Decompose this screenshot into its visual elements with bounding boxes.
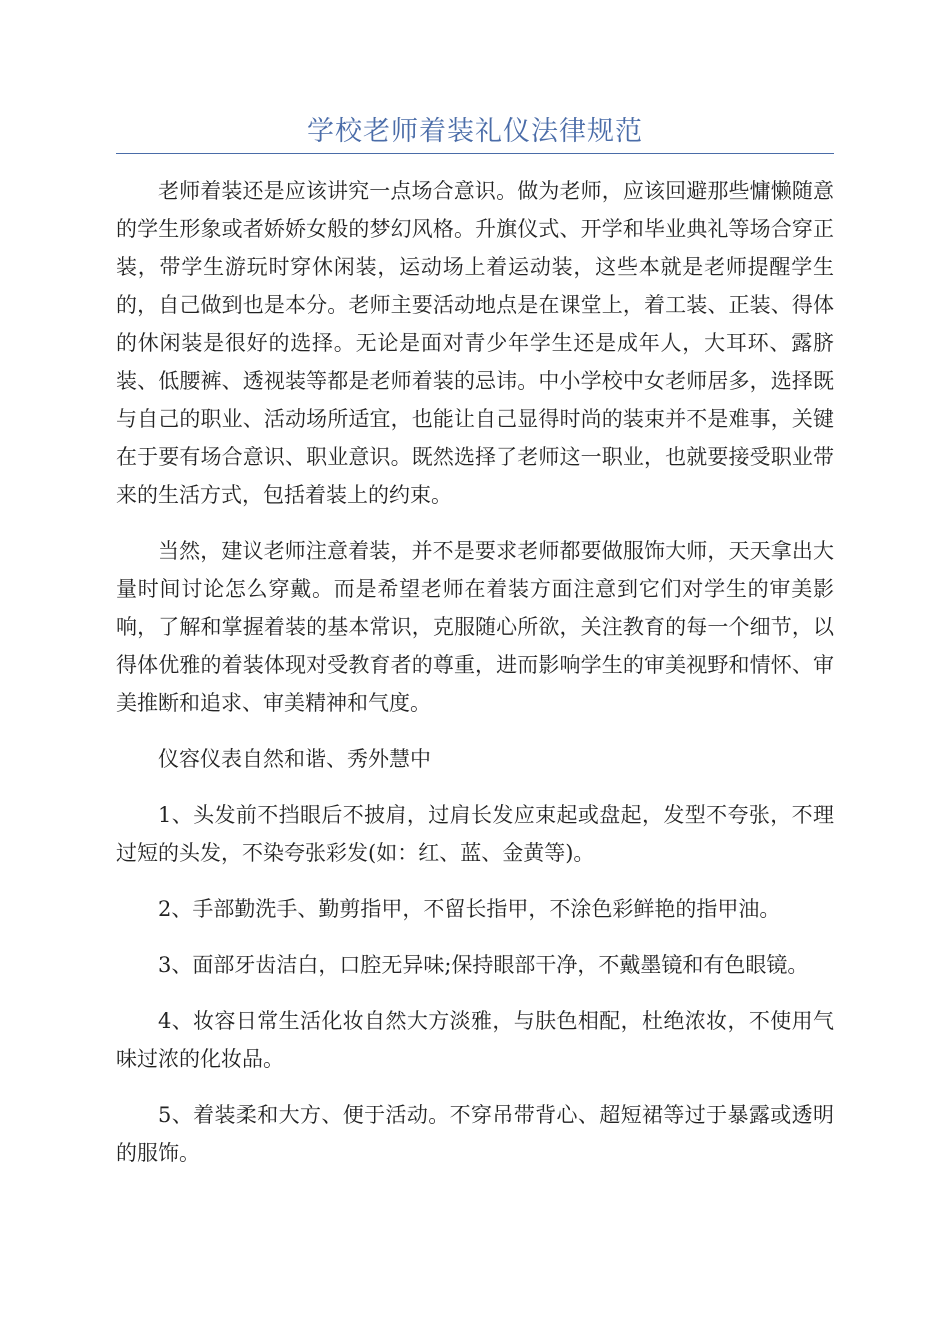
list-item: 3、面部牙齿洁白，口腔无异味;保持眼部干净，不戴墨镜和有色眼镜。 (158, 953, 809, 977)
document-body (116, 172, 834, 1190)
list-item: 2、手部勤洗手、勤剪指甲，不留长指甲，不涂色彩鲜艳的指甲油。 (158, 897, 781, 921)
list-item: 4、妆容日常生活化妆自然大方淡雅，与肤色相配，杜绝浓妆，不使用气味过浓的化妆品。 (116, 1009, 834, 1071)
list-item: 5、着装柔和大方、便于活动。不穿吊带背心、超短裙等过于暴露或透明的服饰。 (116, 1103, 834, 1165)
paragraph: 老师着装还是应该讲究一点场合意识。做为老师，应该回避那些慵懒随意的学生形象或者娇娇女般的梦幻风格。升旗仪式、开学和毕业典礼等场合穿正装，带学生游玩时穿休闲装，运动场上着运动装，这些本就是老师提醒学生的，自己做到也是本分。老师主要活动地点是在课堂上，着工装、正装、得体的休闲装是很好的选择。无论是面对青少年学生还是成年人，大耳环、露脐装、低腰裤、透视装等都是老师着装的忌讳。中小学校中女老师居多，选择既与自己的职业、活动场所适宜，也能让自己显得时尚的装束并不是难事，关键在于要有场合意识、职业意识。既然选择了老师这一职业，也就要接受职业带来的生活方式，包括着装上的约束。 (116, 179, 834, 507)
document-title: 学校老师着装礼仪法律规范 (307, 116, 643, 147)
title-underline (116, 153, 834, 154)
section-heading: 仪容仪表自然和谐、秀外慧中 (158, 747, 431, 771)
list-item: 1、头发前不挡眼后不披肩，过肩长发应束起或盘起，发型不夸张，不理过短的头发，不染夸张彩发(如：红、蓝、金黄等)。 (116, 803, 834, 865)
paragraph: 当然，建议老师注意着装，并不是要求老师都要做服饰大师，天天拿出大量时间讨论怎么穿戴。而是希望老师在着装方面注意到它们对学生的审美影响，了解和掌握着装的基本常识，克服随心所欲，关注教育的每一个细节，以得体优雅的着装体现对受教育者的尊重，进而影响学生的审美视野和情怀、审美推断和追求、审美精神和气度。 (116, 539, 834, 715)
